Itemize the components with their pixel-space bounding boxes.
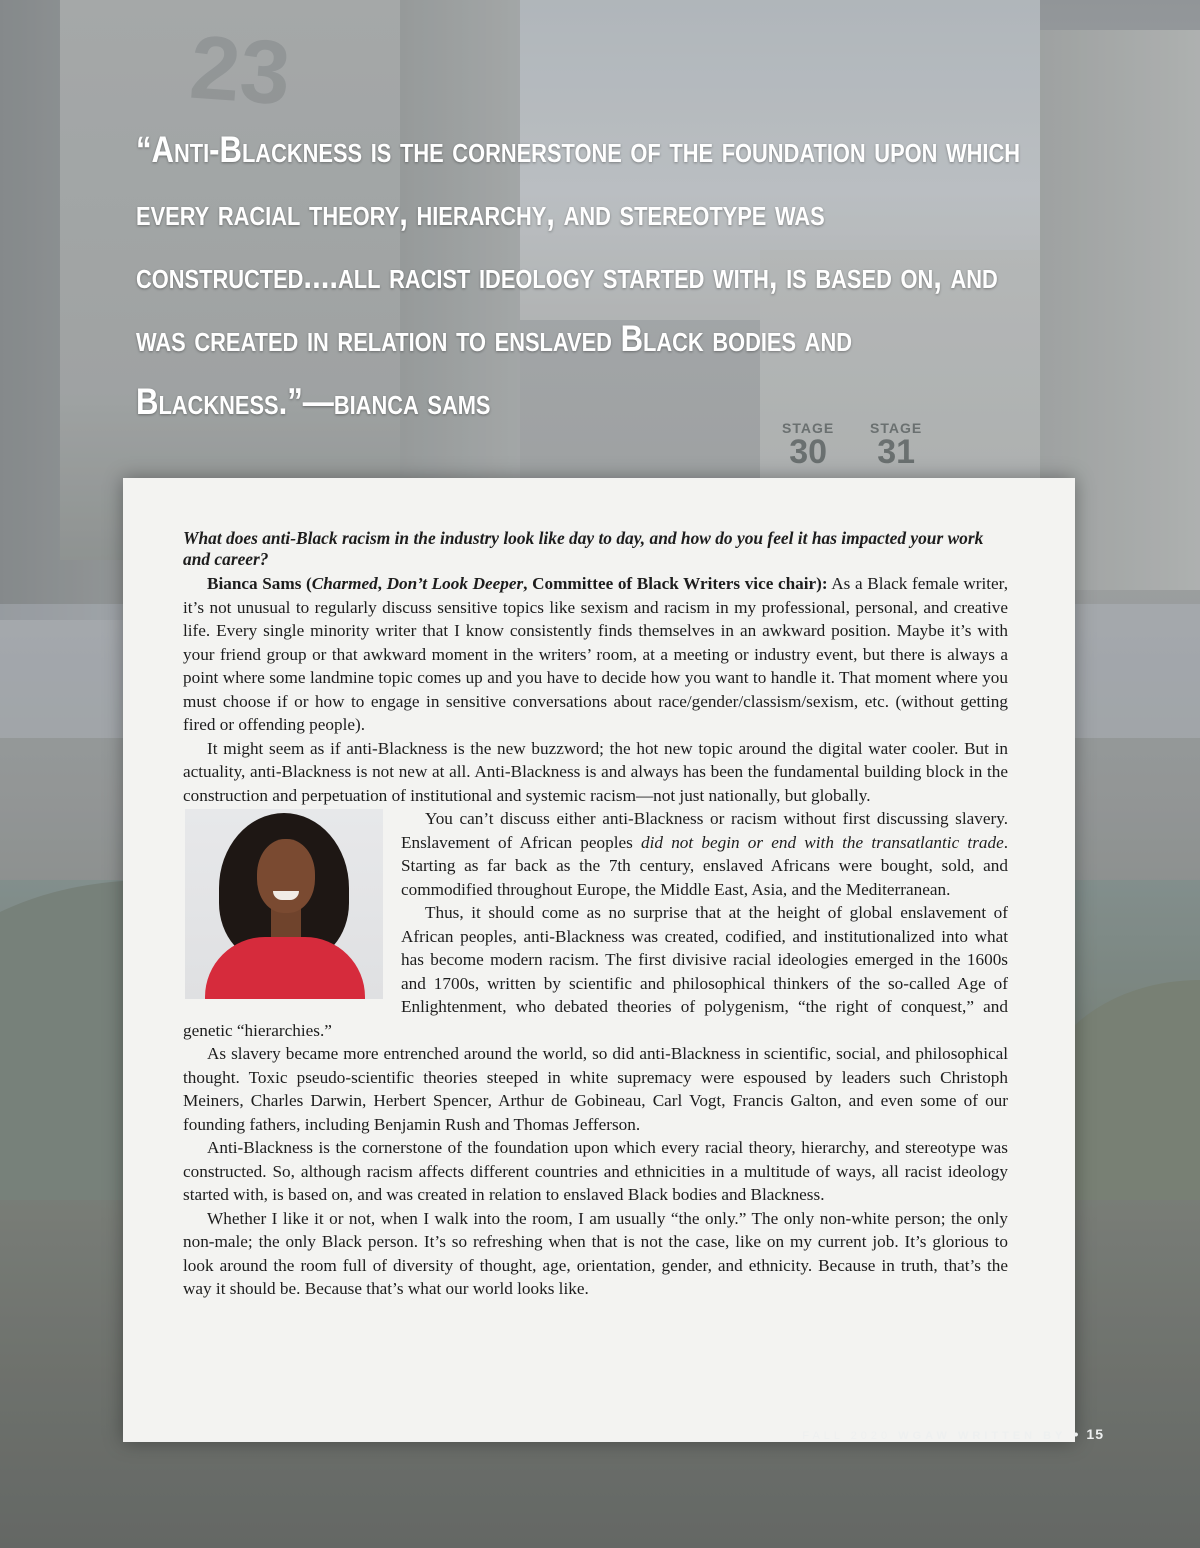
issue-label: FALL 2020 bbox=[802, 1430, 892, 1442]
answer-paragraph-5 bbox=[183, 1042, 1008, 1136]
paragraph-text: It might seem as if anti-Blackness is the new buzzword; the hot new topic around the digital water cooler. But in actuality, anti-Blackness is not new at all. Anti-Blackness is and always has been the fundamental building block in the construction and perpetuation of institutional and systemic racism—not just nationally, but globally. bbox=[183, 738, 1008, 805]
stage-sign-number: 30 bbox=[789, 433, 828, 471]
paragraph-text: Thus, it should come as no surprise that at the height of global enslavement of African peoples, anti-Blackness was created, codified, and institutionalized into what has become modern racism. The first divisive racial ideologies emerged in the 1600s and 1700s, written by scientific and philosophical thinkers of the so-called Age of Enlightenment, who debated theories of polygenism, “the right of conquest,” and genetic “hierarchies.” bbox=[183, 903, 1008, 1040]
speaker-intro bbox=[207, 574, 828, 593]
answer-paragraph-1 bbox=[183, 572, 1008, 737]
publication-name: WGAW WRITTEN BY bbox=[898, 1430, 1067, 1442]
paragraph-emphasis: did not begin or end with the transatlantic trade bbox=[641, 832, 1004, 852]
speaker-credit-show: Charmed bbox=[311, 574, 378, 593]
paragraph-text: Anti-Blackness is the cornerstone of the foundation upon which every racial theory, hierarchy, and stereotype was constructed. So, although racism affects different countries and ethnicities in a multitude of ways, all racist ideology started with, is based on, and was created in relation to enslaved Black bodies and Blackness. bbox=[183, 1138, 1008, 1204]
speaker-name: Bianca Sams ( bbox=[207, 574, 312, 593]
stage-sign-number: 31 bbox=[877, 433, 916, 471]
speaker-credit-film: Don’t Look Deeper bbox=[386, 574, 524, 593]
paragraph-text: As a Black female writer, it’s not unusual to regularly discuss sensitive topics like sexism and racism in my professional, personal, and creative life. Every single minority writer that I know consistently finds themselves in an awkward position. Maybe it’s with your friend group or that awkward moment in the writers’ room, at a meeting or industry event, but there is always a point where some landmine topic comes up and you have to decide how you want to handle it. That moment where you must choose if or how to engage in sensitive conversations about race/gender/classism/sexism, etc. (without getting fired or offending people). bbox=[183, 574, 1009, 734]
answer-paragraph-6 bbox=[183, 1136, 1008, 1207]
page-number: 15 bbox=[1086, 1426, 1104, 1442]
paragraph-text: . Starting as far back as the 7th century, enslaved Africans were bought, sold, and commodified throughout Europe, the Middle East, Asia, and the Mediterranean. bbox=[401, 832, 1008, 899]
answer-paragraph-2 bbox=[183, 737, 1008, 808]
article-panel bbox=[123, 478, 1075, 1442]
paragraph-text: Whether I like it or not, when I walk into the room, I am usually “the only.” The only non-white person; the only non-male; the only Black person. It’s so refreshing when that is not the case, like on my current job. It’s glorious to look around the room full of diversity of thought, age, orientation, gender, and ethnicity. Because in truth, that’s the way it should be. Because that’s what our world looks like. bbox=[183, 1208, 1008, 1298]
paragraph-text: As slavery became more entrenched around the world, so did anti-Blackness in scientific, social, and philosophical thought. Toxic pseudo-scientific theories steeped in white supremacy were espoused by leaders such Christoph Meiners, Charles Darwin, Herbert Spencer, Arthur de Gobineau, Carl Vogt, Francis Galton, and even some of our founding fathers, including Benjamin Rush and Thomas Jefferson. bbox=[183, 1044, 1008, 1134]
page-footer bbox=[802, 1426, 1104, 1442]
pull-quote: “Anti-Blackness is the cornerstone of the foundation upon which every racial theory, hierarchy, and stereotype was constructed....all racist ideology started with, is based on, and was created in relation to enslaved Black bodies and Blackness.”—bianca sams bbox=[136, 129, 1021, 422]
interview-question: What does anti-Black racism in the industry look like day to day, and how do you feel it has impacted your work and career? bbox=[183, 528, 984, 569]
article-body bbox=[183, 528, 1008, 1301]
stage-sign-word: STAGE bbox=[782, 420, 835, 436]
stage-sign-word: STAGE bbox=[870, 420, 923, 436]
photo-face bbox=[257, 839, 315, 913]
building-number: 23 bbox=[186, 17, 294, 125]
answer-paragraph-7 bbox=[183, 1207, 1008, 1301]
footer-bullet: • bbox=[1073, 1426, 1080, 1442]
speaker-separator: , bbox=[377, 574, 387, 593]
author-photo bbox=[185, 809, 383, 999]
speaker-role: , Committee of Black Writers vice chair): bbox=[523, 574, 828, 593]
paragraph-text: You can’t discuss either anti-Blackness or racism without first discussing slavery. Enslavement of African peoples bbox=[401, 809, 1008, 852]
photo-red-top bbox=[205, 937, 365, 999]
